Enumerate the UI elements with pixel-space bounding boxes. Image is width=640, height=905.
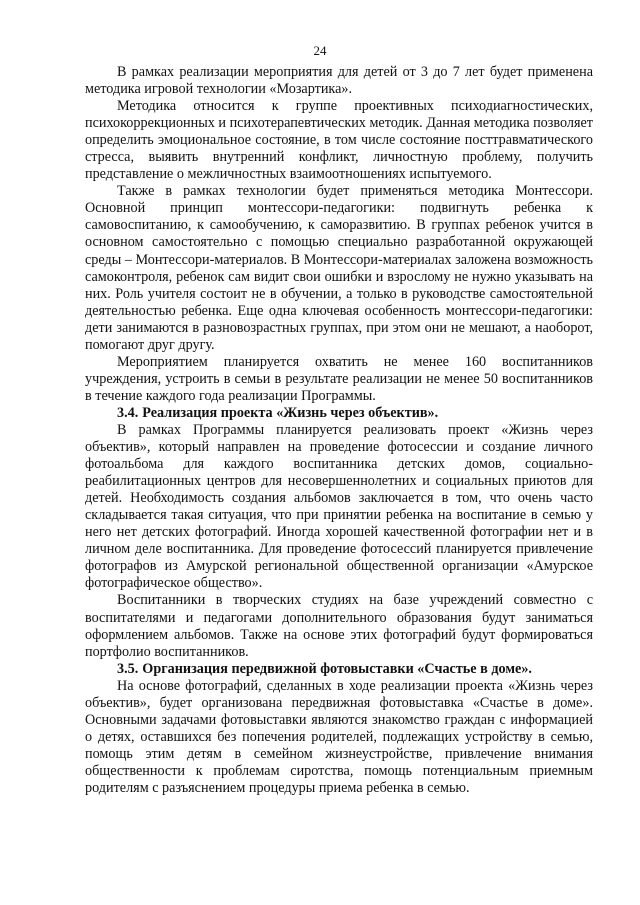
- section-number: 3.5.: [117, 660, 139, 677]
- section-heading-3-5: [85, 661, 593, 678]
- paragraph-coverage: Мероприятием планируется охватить не менее 160 воспитанников учреждения, устроить в семьи в результате реализации не менее 50 воспитанников в течение каждого года реализации Программы.: [85, 353, 593, 404]
- section-number: 3.4.: [117, 404, 139, 421]
- section-heading-3-4: [85, 405, 593, 422]
- section-title: Организация передвижной фотовыставки «Счастье в доме».: [142, 660, 532, 677]
- paragraph-montessori: Также в рамках технологии будет применяться методика Монтессори. Основной принцип монтессори-педагогики: подвигнуть ребенка к самовоспитанию, к самообучению, к саморазвитию. В группах ребенок учится в основном самостоятельно с помощью специально разработанной окружающей среды – Монтессори-материалов. В Монтессори-материалах заложена возможность самоконтроля, ребенок сам видит свои ошибки и взрослому не нужно указывать на них. Роль учителя состоит не в обучении, а только в руководстве самостоятельной деятельностью ребенка. Еще одна ключевая особенность монтессори-педагогики: дети занимаются в разновозрастных группах, при этом они не мешают, а наоборот, помогают друг другу.: [85, 183, 593, 353]
- paragraph-mozartika-intro: В рамках реализации мероприятия для детей от 3 до 7 лет будет применена методика игровой технологии «Мозартика».: [85, 64, 593, 98]
- paragraph-exhibition: На основе фотографий, сделанных в ходе реализации проекта «Жизнь через объектив», будет организована передвижная фотовыставка «Счастье в доме». Основными задачами фотовыставки являются знакомство граждан с информацией о детях, оставшихся без попечения родителей, подлежащих устройству в семью, помощь этим детям в семейном жизнеустройстве, привлечение внимания общественности к проблемам сиротства, помощь потенциальным приемным родителям с разъяснением процедуры приема ребенка в семью.: [85, 677, 593, 796]
- paragraph-photo-project: В рамках Программы планируется реализовать проект «Жизнь через объектив», который направлен на проведение фотосессии и создание личного фотоальбома для каждого воспитанника детских домов, социально-реабилитационных центров для несовершеннолетних и социальных приютов для детей. Необходимость создания альбомов заключается в том, что очень часто складывается такая ситуация, что при принятии ребенка на воспитание в семью у него нет детских фотографий. Иногда хорошей качественной фотографии нет и в личном деле воспитанника. Для проведение фотосессий планируется привлечение фотографов из Амурской региональной общественной организации «Амурское фотографическое общество».: [85, 421, 593, 592]
- page-number: 24: [313, 43, 327, 58]
- document-body: [85, 64, 593, 797]
- paragraph-albums: Воспитанники в творческих студиях на базе учреждений совместно с воспитателями и педагогами дополнительного образования будут заниматься оформлением альбомов. Также на основе этих фотографий будут формироваться портфолио воспитанников.: [85, 592, 593, 660]
- section-title: Реализация проекта «Жизнь через объектив».: [142, 404, 439, 421]
- paragraph-method-description: Методика относится к группе проективных психодиагностических, психокоррекционных и психотерапевтических методик. Данная методика позволяет определить эмоциональное состояние, в том числе состояние посттравматического стресса, выявить внутренний конфликт, личностную проблему, получить представление о межличностных взаимоотношениях испытуемого.: [85, 98, 593, 183]
